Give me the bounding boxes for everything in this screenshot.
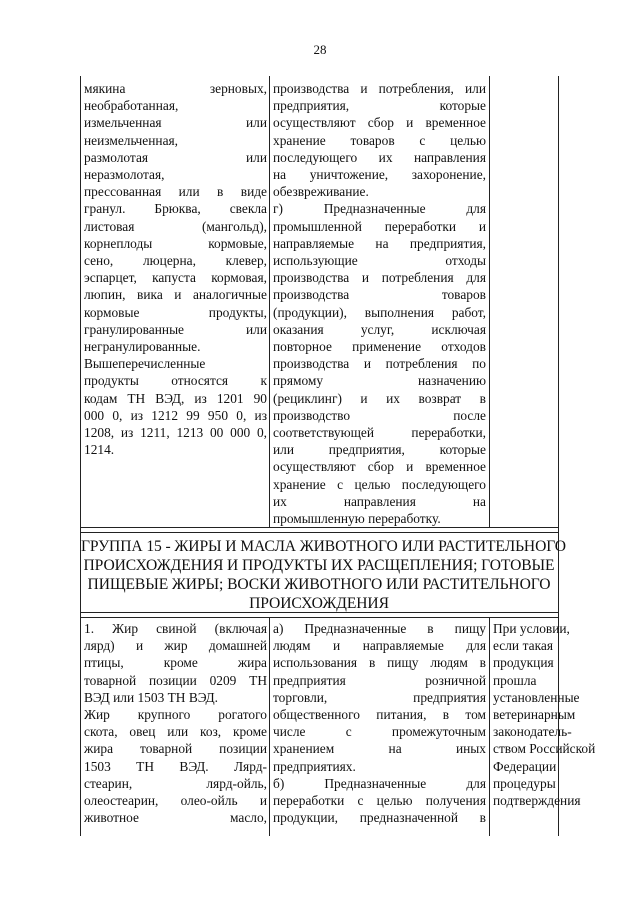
purpose-description-cell [273,620,486,826]
cell-text-line: товарной позиции 0209 ТН [84,672,267,688]
cell-text-line: мякина зерновых, [84,81,267,96]
cell-text-line: жира товарной позиции [84,741,267,757]
cell-text-line: Жир крупного рогатого [84,707,267,723]
group-heading-line: ПРОИСХОЖДЕНИЯ И ПРОДУКТЫ ИХ РАСЩЕПЛЕНИЯ; ГОТОВЫЕ [83,557,555,574]
cell-text-line: (рециклинг) и их возврат в [273,390,486,406]
cell-text-line: олеостеарин, олео-ойль и [84,793,267,809]
page-number: 28 [313,42,327,57]
cell-text-line: лярд) и жир домашней [84,638,267,654]
cell-text-line: переработки с целью получения [273,793,486,809]
cell-text-line: предприятия розничной [273,672,486,688]
cell-text-line: неизмельченная, [84,132,179,148]
cell-text-line: листовая (мангольд), [84,218,267,234]
cell-text-line: (продукции), выполнения работ, [273,304,486,320]
cell-text-line: направляемые на предприятия, [273,235,486,251]
cell-text-line: кормовые продукты, [84,304,267,320]
cell-text-line: 1503 ТН ВЭД. Лярд- [84,758,267,774]
cell-text-line: хранение товаров с целью [273,132,486,148]
cell-text-line: использующие отходы [273,253,486,269]
product-description-cell [84,620,267,826]
cell-text-line: ветеринарным [493,707,576,723]
cell-text-line: необработанная, [84,98,179,114]
cell-text-line: продукции, предназначенной в [273,810,486,826]
cell-text-line: 1208, из 1211, 1213 00 000 0, [84,425,267,441]
purpose-description-cell [273,80,486,527]
cell-text-line: прессованная или в виде [84,184,267,200]
cell-text-line: производства и потребления для [273,270,486,286]
cell-text-line: Федерации [493,758,557,774]
cell-text-line: на уничтожение, захоронение, [273,167,486,183]
cell-text-line: неразмолотая, [84,167,165,183]
cell-text-line: ВЭД или 1503 ТН ВЭД. [84,689,218,705]
cell-text-line: При условии, [493,621,570,636]
cell-text-line: сено, люцерна, клевер, [84,253,267,269]
cell-text-line: животное масло, [84,810,267,826]
cell-text-line: промышленную переработку. [273,511,441,527]
cell-text-line: 1. Жир свиной (включая [84,621,267,636]
cell-text-line: торговли, предприятия [273,689,486,705]
cell-text-line: их направления на [273,493,486,509]
row-divider [80,532,558,533]
column-divider [269,76,270,527]
cell-text-line: прошла [493,672,537,688]
column-divider [269,617,270,836]
cell-text-line: скота, овец или коз, кроме [84,724,267,740]
cell-text-line: измельченная или [84,115,267,131]
cell-text-line: соответствующей переработки, [273,425,486,441]
column-divider [489,617,490,836]
cell-text-line: гранулированные или [84,321,267,337]
cell-text-line: производства и потребления, или [273,81,486,96]
cell-text-line: промышленной переработки и [273,218,486,234]
cell-text-line: кодам ТН ВЭД, из 1201 90 [84,390,267,406]
cell-text-line: предприятия, которые [273,98,486,114]
cell-text-line: осуществляют сбор и временное [273,115,486,131]
cell-text-line: а) Предназначенные в пищу [273,621,486,636]
row-divider [80,617,558,618]
product-description-cell [84,80,267,458]
cell-text-line: продукция [493,655,554,671]
cell-text-line: подтверждения [493,793,581,809]
cell-text-line: эспарцет, капуста кормовая, [84,270,267,286]
cell-text-line: или предприятия, которые [273,442,486,458]
cell-text-line: стеарин, лярд-ойль, [84,775,267,791]
cell-text-line: продукты относятся к [84,373,267,389]
cell-text-line: ством Российской [493,741,596,757]
cell-text-line: оказания услуг, исключая [273,321,486,337]
group-heading-line: ГРУППА 15 - ЖИРЫ И МАСЛА ЖИВОТНОГО ИЛИ РАСТИТЕЛЬНОГО [81,538,566,555]
cell-text-line: числе с промежуточным [273,724,486,740]
cell-text-line: г) Предназначенные для [273,201,486,217]
cell-text-line: людям и направляемые для [273,638,486,654]
cell-text-line: 000 0, из 1212 99 950 0, из [84,407,267,423]
cell-text-line: предприятиях. [273,758,356,774]
cell-text-line: птицы, кроме жира [84,655,267,671]
cell-text-line: негранулированные. [84,339,201,355]
cell-text-line: хранением на иных [273,741,486,757]
cell-text-line: прямому назначению [273,373,486,389]
cell-text-line: б) Предназначенные для [273,775,486,791]
group-heading-line: ПИЩЕВЫЕ ЖИРЫ; ВОСКИ ЖИВОТНОГО ИЛИ РАСТИТЕЛЬНОГО [87,576,551,593]
column-divider [489,76,490,527]
cell-text-line: если такая [493,638,553,654]
cell-text-line: 1214. [84,442,115,458]
cell-text-line: производство после [273,407,486,423]
cell-text-line: хранение с целью последующего [273,476,486,492]
cell-text-line: размолотая или [84,149,267,165]
group-heading-line: ПРОИСХОЖДЕНИЯ [249,595,389,612]
cell-text-line: последующего их направления [273,149,486,165]
cell-text-line: гранул. Брюква, свекла [84,201,267,217]
cell-text-line: установленные [493,689,580,705]
cell-text-line: обезвреживание. [273,184,369,200]
cell-text-line: использования в пищу людям в [273,655,486,671]
cell-text-line: люпин, вика и аналогичные [84,287,267,303]
group-heading [81,537,566,613]
cell-text-line: законодатель- [493,724,572,740]
cell-text-line: Вышеперечисленные [84,356,206,372]
cell-text-line: повторное применение отходов [273,339,486,355]
cell-text-line: корнеплоды кормовые, [84,235,267,251]
cell-text-line: общественного питания, в том [273,707,486,723]
cell-text-line: осуществляют сбор и временное [273,459,486,475]
cell-text-line: производства товаров [273,287,486,303]
conditions-cell [493,620,596,809]
cell-text-line: производства и потребления по [273,356,486,372]
cell-text-line: процедуры [493,775,556,791]
